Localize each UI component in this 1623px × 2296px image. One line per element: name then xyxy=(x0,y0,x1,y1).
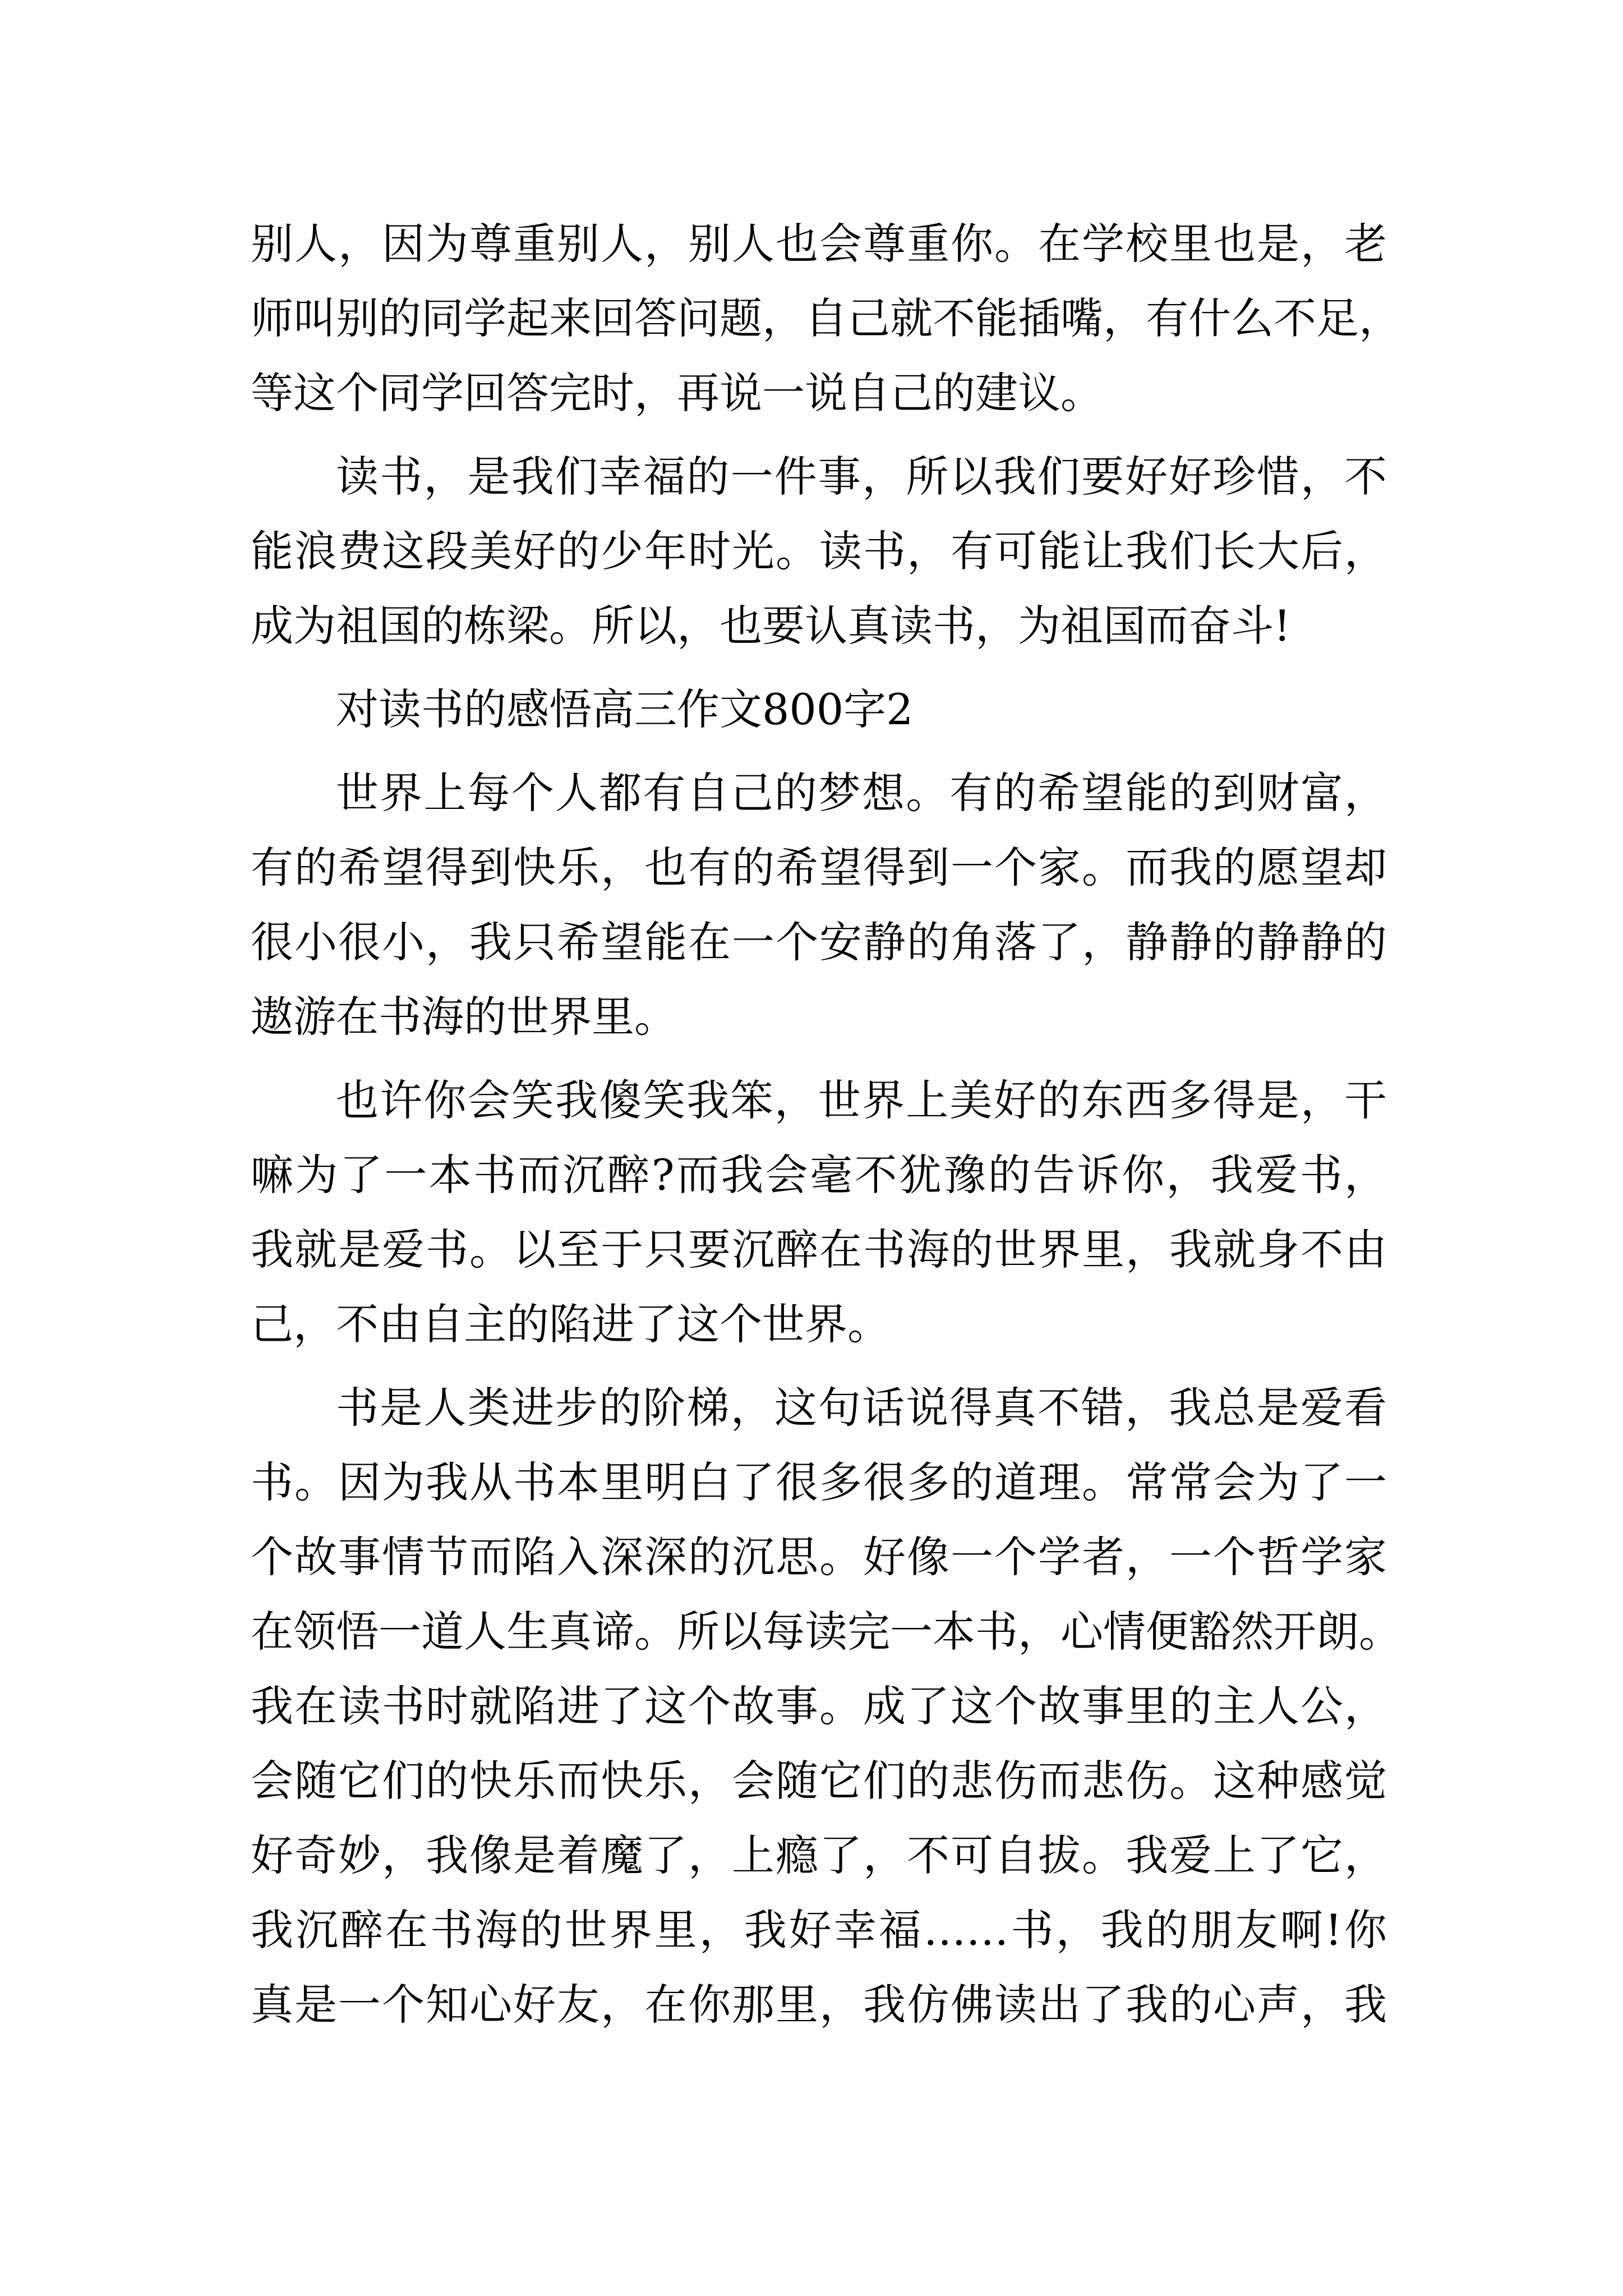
text-line: 读书，是我们幸福的一件事，所以我们要好好珍惜，不 xyxy=(336,452,1387,501)
text-line: 也许你会笑我傻笑我笨，世界上美好的东西多得是，干 xyxy=(336,1075,1387,1125)
text-line: 遨游在书海的世界里。 xyxy=(251,992,677,1042)
text-line: 好奇妙，我像是着魔了，上瘾了，不可自拔。我爱上了它， xyxy=(251,1830,1387,1880)
text-line: 世界上每个人都有自己的梦想。有的希望能的到财富， xyxy=(336,768,1387,818)
text-line: 书是人类进步的阶梯，这句话说得真不错，我总是爱看 xyxy=(336,1383,1387,1433)
paragraph xyxy=(251,756,1387,1054)
paragraph xyxy=(251,1370,1401,2042)
paragraph xyxy=(251,206,1401,430)
document-body xyxy=(251,206,1401,2051)
text-line: 能浪费这段美好的少年时光。读书，有可能让我们长大后， xyxy=(251,526,1387,576)
text-line: 己，不由自主的陷进了这个世界。 xyxy=(251,1299,890,1349)
text-line: 有的希望得到快乐，也有的希望得到一个家。而我的愿望却 xyxy=(251,843,1387,892)
text-line: 真是一个知心好友，在你那里，我仿佛读出了我的心声，我 xyxy=(251,1980,1387,2030)
text-line: 会随它们的快乐而快乐，会随它们的悲伤而悲伤。这种感觉 xyxy=(251,1756,1387,1806)
text-line: 别人，因为尊重别人，别人也会尊重你。在学校里也是，老 xyxy=(251,219,1387,269)
text-line: 很小很小，我只希望能在一个安静的角落了，静静的静静的 xyxy=(251,917,1387,967)
section-heading-text: 对读书的感悟高三作文800字2 xyxy=(336,684,914,734)
paragraph xyxy=(251,439,1387,663)
text-line: 师叫别的同学起来回答问题，自己就不能插嘴，有什么不足， xyxy=(251,293,1401,343)
text-line: 我在读书时就陷进了这个故事。成了这个故事里的主人公， xyxy=(251,1681,1387,1731)
text-line: 嘛为了一本书而沉醉?而我会毫不犹豫的告诉你，我爱书， xyxy=(251,1150,1387,1200)
section-heading xyxy=(251,672,1387,747)
text-line: 等这个同学回答完时，再说一说自己的建议。 xyxy=(251,368,1103,418)
text-line: 我就是爱书。以至于只要沉醉在书海的世界里，我就身不由 xyxy=(251,1225,1387,1274)
paragraph xyxy=(251,1063,1387,1361)
text-line: 在领悟一道人生真谛。所以每读完一本书，心情便豁然开朗。 xyxy=(251,1607,1401,1657)
text-line: 我沉醉在书海的世界里，我好幸福……书，我的朋友啊!你 xyxy=(251,1905,1387,1955)
text-line: 成为祖国的栋梁。所以，也要认真读书，为祖国而奋斗! xyxy=(251,601,1291,651)
text-line: 个故事情节而陷入深深的沉思。好像一个学者，一个哲学家 xyxy=(251,1532,1387,1582)
text-line: 书。因为我从书本里明白了很多很多的道理。常常会为了一 xyxy=(251,1457,1387,1507)
